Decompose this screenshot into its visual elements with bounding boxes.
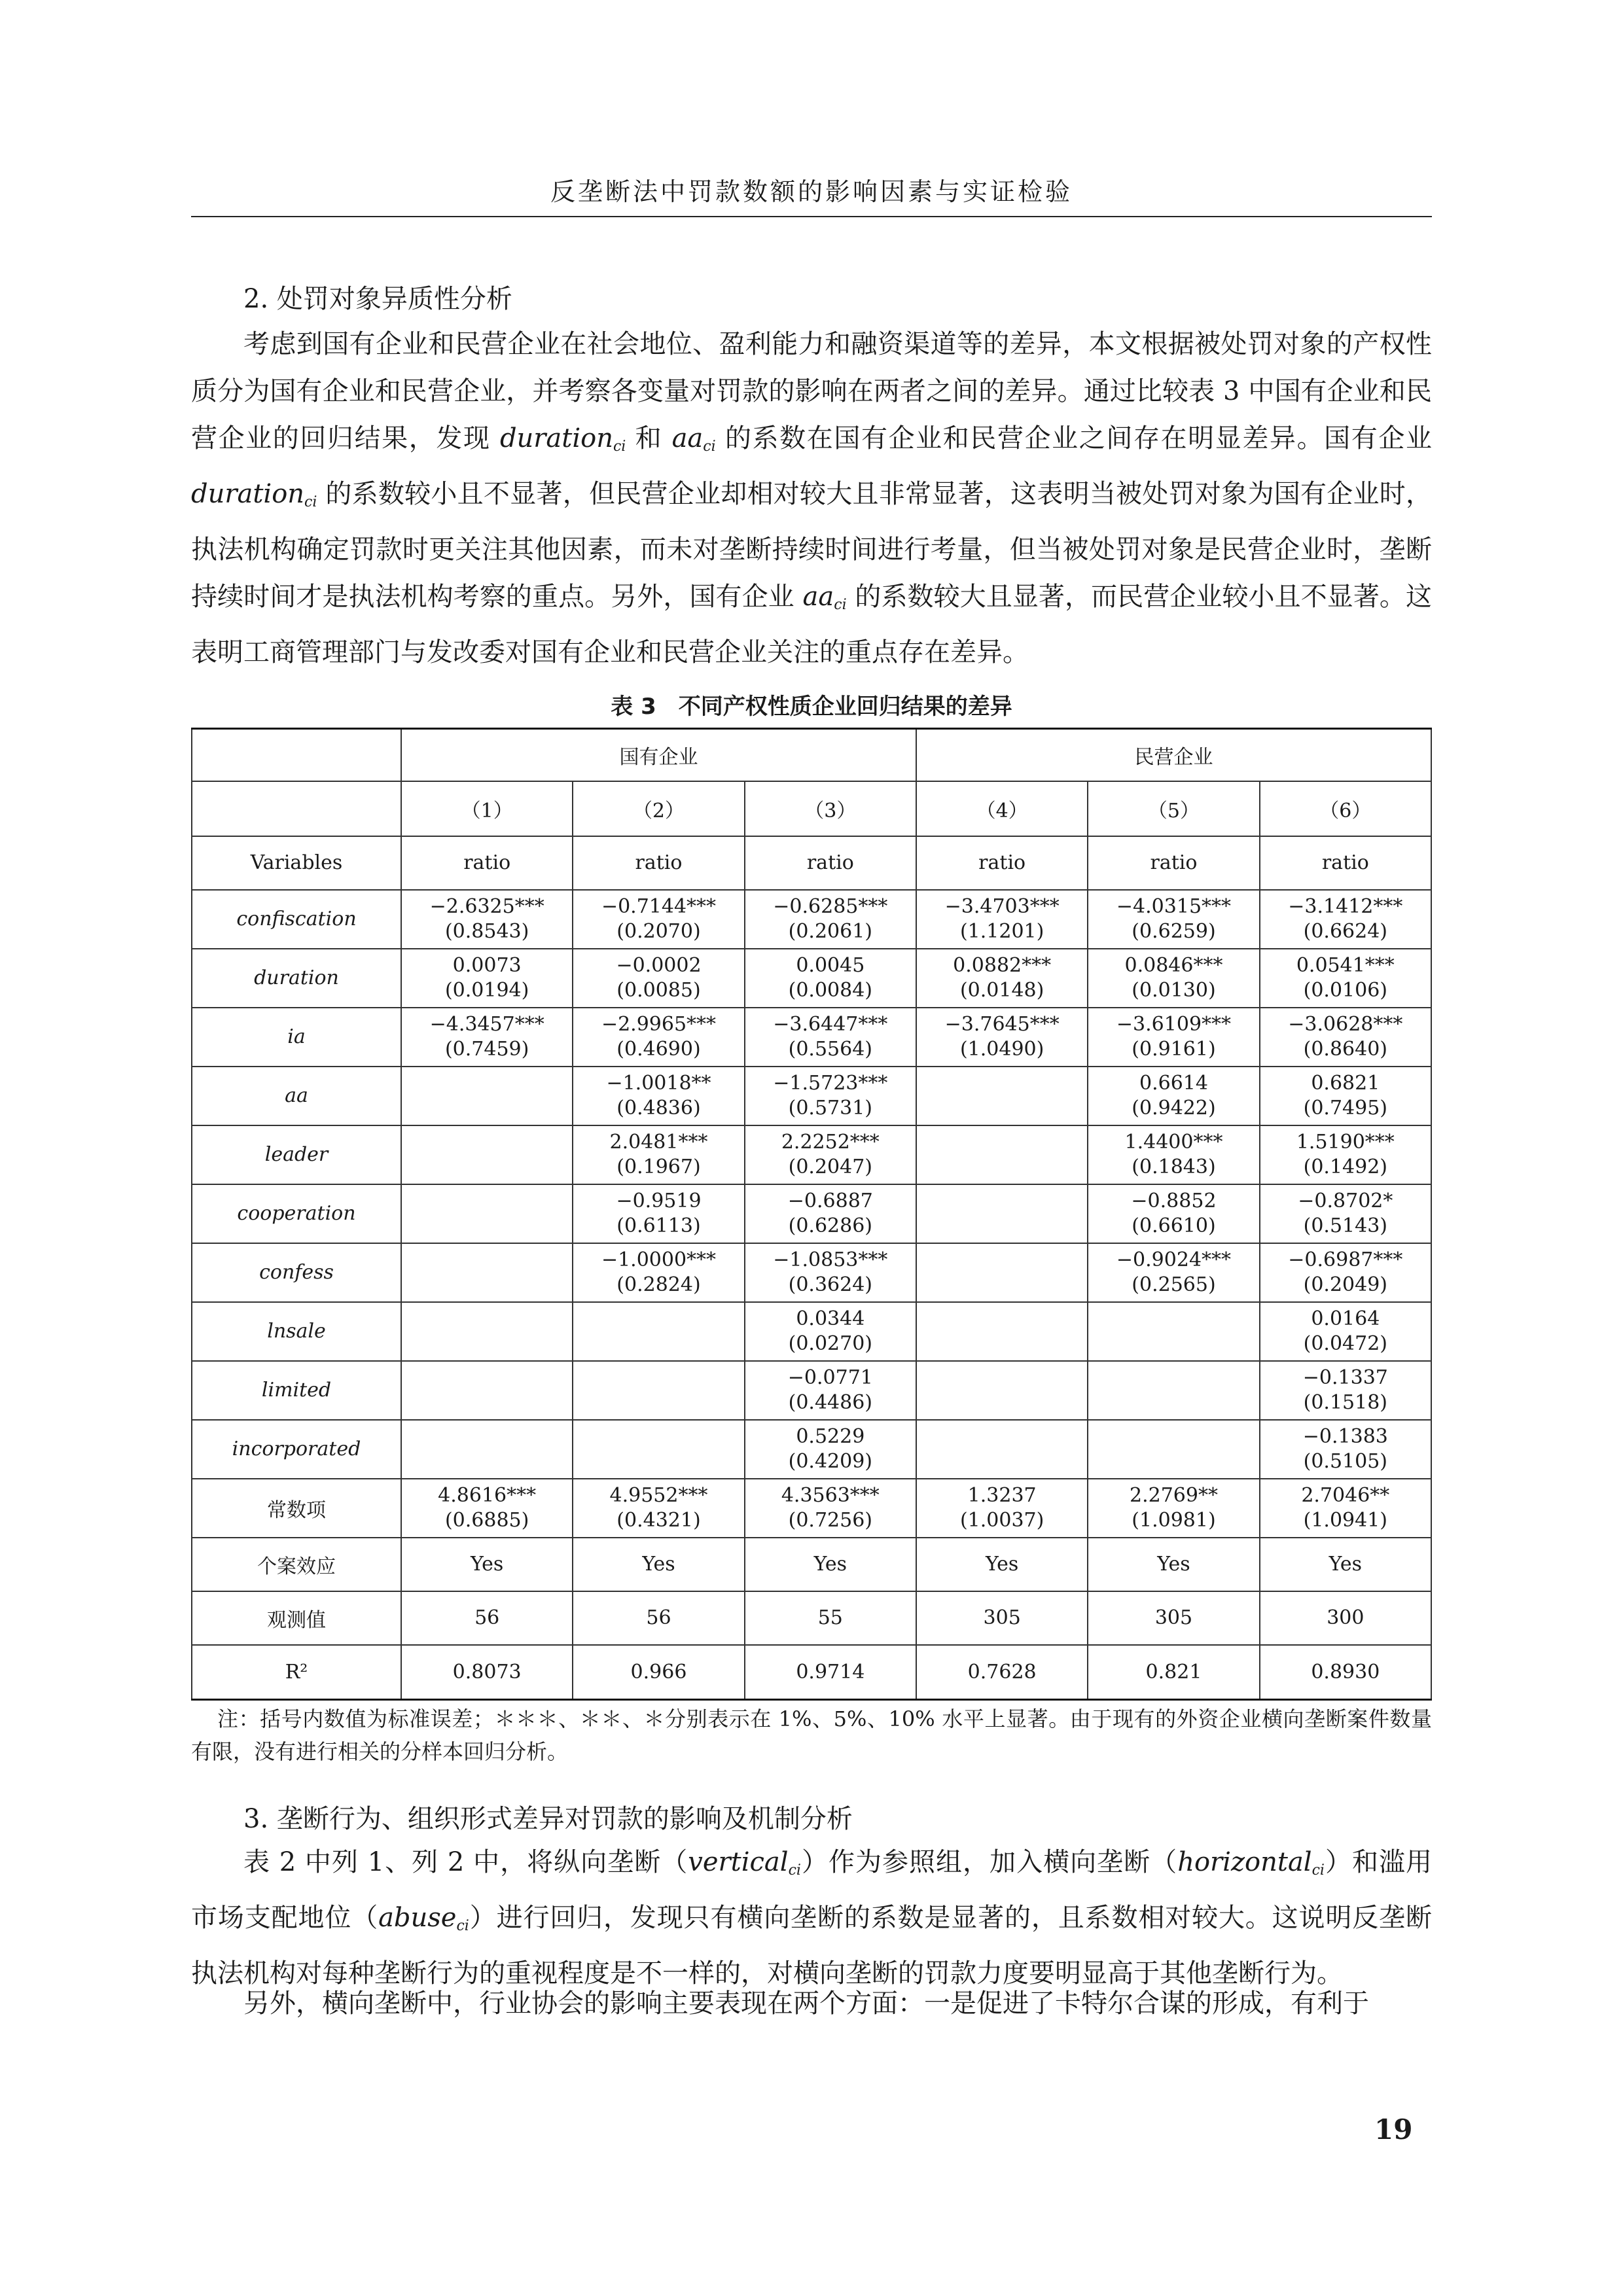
table-cell bbox=[573, 1302, 744, 1361]
standard-error: (0.8543) bbox=[444, 919, 529, 943]
fixed-effects-label: 个案效应 bbox=[192, 1538, 401, 1591]
table-cell bbox=[401, 1479, 573, 1538]
dependent-variable: ratio bbox=[1088, 836, 1259, 890]
standard-error: (0.1518) bbox=[1303, 1390, 1388, 1414]
row-label: duration bbox=[192, 949, 401, 1008]
table-cell bbox=[916, 949, 1088, 1008]
row-label: confess bbox=[192, 1243, 401, 1302]
standard-error: (0.6259) bbox=[1132, 919, 1216, 943]
table-cell bbox=[573, 1008, 744, 1067]
subscript: ci bbox=[613, 438, 626, 455]
text-run: ）作为参照组，加入横向垄断（ bbox=[800, 1847, 1178, 1877]
observations-value: 305 bbox=[916, 1591, 1088, 1645]
coefficient: −0.6987*** bbox=[1288, 1248, 1403, 1271]
table-cell bbox=[401, 1361, 573, 1420]
row-label: limited bbox=[192, 1361, 401, 1420]
standard-error: (0.0472) bbox=[1303, 1332, 1388, 1355]
coefficient: −0.9519 bbox=[616, 1189, 702, 1212]
r2-value: 0.8073 bbox=[401, 1645, 573, 1700]
standard-error: (0.2824) bbox=[616, 1273, 701, 1296]
variable-aa: aa bbox=[802, 582, 834, 612]
table-cell bbox=[573, 1361, 744, 1420]
table-cell bbox=[916, 1420, 1088, 1479]
coefficient: 4.3563*** bbox=[781, 1483, 880, 1507]
standard-error: (0.4209) bbox=[788, 1449, 873, 1473]
standard-error: (0.0194) bbox=[444, 978, 529, 1002]
observations-value: 55 bbox=[745, 1591, 916, 1645]
table-corner-cell bbox=[192, 781, 401, 836]
text-run: 的系数在国有企业和民营企业之间存在明显差异。国有企业 bbox=[715, 423, 1432, 453]
table-cell bbox=[745, 1361, 916, 1420]
coefficient: −1.5723*** bbox=[773, 1071, 888, 1095]
coefficient: 1.5190*** bbox=[1296, 1130, 1395, 1154]
table-row bbox=[192, 1067, 1431, 1125]
table-fe-row bbox=[192, 1538, 1431, 1591]
table-cell bbox=[916, 1184, 1088, 1243]
section-3-paragraph-1 bbox=[191, 1839, 1432, 1997]
table-cell bbox=[573, 1479, 744, 1538]
coefficient: −2.6325*** bbox=[429, 894, 544, 918]
coefficient: 4.8616*** bbox=[438, 1483, 537, 1507]
row-label: 常数项 bbox=[192, 1479, 401, 1538]
standard-error: (1.0981) bbox=[1132, 1508, 1216, 1532]
standard-error: (0.1967) bbox=[616, 1155, 701, 1178]
standard-error: (0.9161) bbox=[1132, 1037, 1216, 1061]
standard-error: (0.7256) bbox=[788, 1508, 873, 1532]
coefficient: −0.0002 bbox=[616, 953, 702, 977]
table-cell bbox=[1260, 1302, 1431, 1361]
standard-error: (0.7459) bbox=[444, 1037, 529, 1061]
coefficient: −3.1412*** bbox=[1288, 894, 1403, 918]
table-column-number-row bbox=[192, 781, 1431, 836]
standard-error: (0.7495) bbox=[1303, 1096, 1388, 1120]
standard-error: (1.0490) bbox=[959, 1037, 1044, 1061]
table-cell bbox=[401, 949, 573, 1008]
coefficient: 2.2252*** bbox=[781, 1130, 880, 1154]
coefficient: −2.9965*** bbox=[601, 1012, 717, 1036]
table-row bbox=[192, 949, 1431, 1008]
table-cell bbox=[1260, 1479, 1431, 1538]
standard-error: (0.6113) bbox=[616, 1214, 701, 1237]
standard-error: (0.4321) bbox=[616, 1508, 701, 1532]
table-cell bbox=[1088, 1302, 1259, 1361]
table-cell bbox=[1088, 890, 1259, 949]
standard-error: (1.0037) bbox=[959, 1508, 1044, 1532]
r2-label: R² bbox=[192, 1645, 401, 1700]
table-cell bbox=[1260, 1243, 1431, 1302]
coefficient: 2.2769** bbox=[1129, 1483, 1218, 1507]
coefficient: 2.0481*** bbox=[609, 1130, 708, 1154]
row-label: cooperation bbox=[192, 1184, 401, 1243]
standard-error: (0.2565) bbox=[1132, 1273, 1216, 1296]
table-row bbox=[192, 1302, 1431, 1361]
table-group-header-row bbox=[192, 729, 1431, 781]
variable-duration: duration bbox=[499, 423, 613, 453]
row-label: confiscation bbox=[192, 890, 401, 949]
standard-error: (0.0148) bbox=[959, 978, 1044, 1002]
r2-value: 0.821 bbox=[1088, 1645, 1259, 1700]
standard-error: (0.0085) bbox=[616, 978, 701, 1002]
table-cell bbox=[745, 1302, 916, 1361]
group-label-soe: 国有企业 bbox=[401, 729, 916, 781]
coefficient: 0.0045 bbox=[796, 953, 865, 977]
dependent-variable: ratio bbox=[1260, 836, 1431, 890]
table-cell bbox=[1260, 890, 1431, 949]
table-cell bbox=[573, 1184, 744, 1243]
table-cell bbox=[1260, 1361, 1431, 1420]
column-number: （5） bbox=[1088, 781, 1259, 836]
variable-aa: aa bbox=[671, 423, 704, 453]
subscript: ci bbox=[1311, 1862, 1325, 1879]
coefficient: −4.0315*** bbox=[1116, 894, 1232, 918]
table-cell bbox=[745, 890, 916, 949]
table-corner-cell bbox=[192, 729, 401, 781]
coefficient: 2.7046** bbox=[1301, 1483, 1390, 1507]
subscript: ci bbox=[456, 1918, 469, 1934]
standard-error: (0.8640) bbox=[1303, 1037, 1388, 1061]
table-row bbox=[192, 890, 1431, 949]
table-cell bbox=[916, 1361, 1088, 1420]
coefficient: −4.3457*** bbox=[429, 1012, 544, 1036]
coefficient: −0.6887 bbox=[787, 1189, 873, 1212]
table-cell bbox=[916, 1125, 1088, 1184]
table-cell bbox=[745, 1184, 916, 1243]
table-cell bbox=[1260, 1184, 1431, 1243]
table-title: 表 3 不同产权性质企业回归结果的差异 bbox=[611, 694, 1012, 720]
table-row bbox=[192, 1479, 1431, 1538]
coefficient: 4.9552*** bbox=[609, 1483, 708, 1507]
r2-value: 0.7628 bbox=[916, 1645, 1088, 1700]
r2-value: 0.966 bbox=[573, 1645, 744, 1700]
table-cell bbox=[1260, 1420, 1431, 1479]
table-cell bbox=[1260, 1067, 1431, 1125]
table-cell bbox=[745, 1067, 916, 1125]
fixed-effects-value: Yes bbox=[573, 1538, 744, 1591]
table-cell bbox=[573, 890, 744, 949]
table-row bbox=[192, 1184, 1431, 1243]
standard-error: (0.5143) bbox=[1303, 1214, 1388, 1237]
coefficient: −0.8702* bbox=[1298, 1189, 1393, 1212]
standard-error: (1.0941) bbox=[1303, 1508, 1388, 1532]
standard-error: (0.5564) bbox=[788, 1037, 873, 1061]
table-cell bbox=[401, 1008, 573, 1067]
regression-table bbox=[191, 728, 1432, 1701]
standard-error: (0.6885) bbox=[444, 1508, 529, 1532]
observations-label: 观测值 bbox=[192, 1591, 401, 1645]
row-label: lnsale bbox=[192, 1302, 401, 1361]
text-run: 表 2 中列 1、列 2 中，将纵向垄断（ bbox=[243, 1847, 688, 1877]
coefficient: −0.0771 bbox=[787, 1366, 873, 1389]
table-cell bbox=[745, 1125, 916, 1184]
column-number: （6） bbox=[1260, 781, 1431, 836]
table-row bbox=[192, 1361, 1431, 1420]
table-row bbox=[192, 1420, 1431, 1479]
page-number: 19 bbox=[1374, 2113, 1413, 2146]
standard-error: (0.9422) bbox=[1132, 1096, 1216, 1120]
subscript: ci bbox=[788, 1862, 801, 1879]
coefficient: 0.0541*** bbox=[1296, 953, 1395, 977]
standard-error: (0.5105) bbox=[1303, 1449, 1388, 1473]
coefficient: −1.0853*** bbox=[773, 1248, 888, 1271]
standard-error: (0.6624) bbox=[1303, 919, 1388, 943]
coefficient: −3.4703*** bbox=[944, 894, 1060, 918]
table-cell bbox=[573, 1243, 744, 1302]
table-cell bbox=[916, 1243, 1088, 1302]
table-cell bbox=[916, 1479, 1088, 1538]
fixed-effects-value: Yes bbox=[1088, 1538, 1259, 1591]
table-cell bbox=[573, 1067, 744, 1125]
table-cell bbox=[1088, 1420, 1259, 1479]
coefficient: −1.0000*** bbox=[601, 1248, 717, 1271]
table-cell bbox=[1088, 1125, 1259, 1184]
section-3-paragraph-2: 另外，横向垄断中，行业协会的影响主要表现在两个方面：一是促进了卡特尔合谋的形成，有利于 bbox=[243, 1988, 1369, 2019]
standard-error: (0.3624) bbox=[788, 1273, 873, 1296]
coefficient: −0.8852 bbox=[1131, 1189, 1217, 1212]
running-head: 反垄断法中罚款数额的影响因素与实证检验 bbox=[550, 177, 1073, 206]
subscript: ci bbox=[703, 438, 716, 455]
coefficient: 1.3237 bbox=[967, 1483, 1037, 1507]
text-run: ）和滥用市场支配地位（ bbox=[191, 1847, 1433, 1933]
standard-error: (0.2047) bbox=[788, 1155, 873, 1178]
column-number: （3） bbox=[745, 781, 916, 836]
coefficient: 0.6821 bbox=[1311, 1071, 1380, 1095]
table-cell bbox=[573, 1125, 744, 1184]
table-cell bbox=[573, 949, 744, 1008]
dependent-variable: ratio bbox=[745, 836, 916, 890]
column-number: （1） bbox=[401, 781, 573, 836]
table-cell bbox=[1088, 1008, 1259, 1067]
table-row bbox=[192, 1008, 1431, 1067]
table-cell bbox=[1088, 1361, 1259, 1420]
table-cell bbox=[1088, 1184, 1259, 1243]
table-cell bbox=[401, 1184, 573, 1243]
header-rule bbox=[191, 216, 1432, 217]
table-cell bbox=[401, 1420, 573, 1479]
variable-abuse: abuse bbox=[378, 1903, 457, 1933]
section-2-paragraph bbox=[191, 321, 1432, 676]
table-row bbox=[192, 1125, 1431, 1184]
observations-value: 300 bbox=[1260, 1591, 1431, 1645]
table-cell bbox=[745, 1420, 916, 1479]
table-cell bbox=[916, 1302, 1088, 1361]
standard-error: (0.4836) bbox=[616, 1096, 701, 1120]
table-row bbox=[192, 1243, 1431, 1302]
standard-error: (0.1843) bbox=[1132, 1155, 1216, 1178]
table-cell bbox=[745, 1008, 916, 1067]
table-cell bbox=[916, 1067, 1088, 1125]
table-cell bbox=[1088, 1067, 1259, 1125]
r2-value: 0.8930 bbox=[1260, 1645, 1431, 1700]
standard-error: (0.0106) bbox=[1303, 978, 1388, 1002]
standard-error: (0.0270) bbox=[788, 1332, 873, 1355]
coefficient: −3.6109*** bbox=[1116, 1012, 1232, 1036]
coefficient: −3.0628*** bbox=[1288, 1012, 1403, 1036]
group-label-private: 民营企业 bbox=[916, 729, 1431, 781]
standard-error: (0.2070) bbox=[616, 919, 701, 943]
coefficient: 0.6614 bbox=[1139, 1071, 1208, 1095]
table-cell bbox=[745, 1479, 916, 1538]
table-cell bbox=[916, 1008, 1088, 1067]
table-r2-row bbox=[192, 1645, 1431, 1700]
coefficient: 0.0882*** bbox=[953, 953, 1052, 977]
coefficient: 0.5229 bbox=[796, 1424, 865, 1448]
fixed-effects-value: Yes bbox=[401, 1538, 573, 1591]
table-cell bbox=[1088, 1479, 1259, 1538]
fixed-effects-value: Yes bbox=[916, 1538, 1088, 1591]
coefficient: −1.0018** bbox=[606, 1071, 711, 1095]
section-3-heading: 3. 垄断行为、组织形式差异对罚款的影响及机制分析 bbox=[243, 1804, 853, 1834]
row-label: incorporated bbox=[192, 1420, 401, 1479]
table-cell bbox=[401, 1243, 573, 1302]
table-cell bbox=[1260, 1008, 1431, 1067]
coefficient: −0.6285*** bbox=[773, 894, 888, 918]
row-label: aa bbox=[192, 1067, 401, 1125]
coefficient: −3.6447*** bbox=[773, 1012, 888, 1036]
table-coefficient-rows bbox=[192, 890, 1431, 1538]
coefficient: 0.0164 bbox=[1311, 1307, 1380, 1330]
variable-duration: duration bbox=[191, 479, 305, 509]
subscript: ci bbox=[304, 494, 317, 510]
table-observations-row bbox=[192, 1591, 1431, 1645]
text-run: 的系数较小且不显著，但民营企业却相对较大且非常显著，这表明当被处罚对象为国有企业时，执法机构确定罚款时更关注其他因素，而未对垄断持续时间进行考量，但当被处罚对象是民营企业时，垄断持续时间才是执法机构考察的重点。另外，国有企业 bbox=[191, 479, 1432, 612]
coefficient: −3.7645*** bbox=[944, 1012, 1060, 1036]
table-cell bbox=[745, 949, 916, 1008]
standard-error: (0.1492) bbox=[1303, 1155, 1388, 1178]
text-run: 考虑到国有企业和民营企业在社会地位、盈利能力和融资渠道等的差异，本文根据被处罚对象的产权性质分为国有企业和民营企业，并考察各变量对罚款的影响在两者之间的差异。通过比较表 3 中国有企业和民营企业的回归结果，发现 bbox=[191, 329, 1432, 453]
standard-error: (0.5731) bbox=[788, 1096, 873, 1120]
standard-error: (0.6610) bbox=[1132, 1214, 1216, 1237]
dependent-variable: ratio bbox=[916, 836, 1088, 890]
table-note: 注：括号内数值为标准误差；＊＊＊、＊＊、＊分别表示在 1%、5%、10% 水平上显著。由于现有的外资企业横向垄断案件数量有限，没有进行相关的分样本回归分析。 bbox=[191, 1706, 1432, 1764]
fixed-effects-value: Yes bbox=[1260, 1538, 1431, 1591]
table-cell bbox=[916, 890, 1088, 949]
table-cell bbox=[401, 1125, 573, 1184]
table-cell bbox=[745, 1243, 916, 1302]
text-run: ）进行回归，发现只有横向垄断的系数是显著的，且系数相对较大。这说明反垄断执法机构对每种垄断行为的重视程度是不一样的，对横向垄断的罚款力度要明显高于其他垄断行为。 bbox=[191, 1903, 1433, 1988]
text-run: 和 bbox=[626, 423, 672, 453]
table-cell bbox=[1260, 949, 1431, 1008]
table-cell bbox=[1260, 1125, 1431, 1184]
coefficient: 0.0846*** bbox=[1124, 953, 1223, 977]
standard-error: (0.2061) bbox=[788, 919, 873, 943]
table-cell bbox=[1088, 949, 1259, 1008]
coefficient: −0.9024*** bbox=[1116, 1248, 1232, 1271]
table-cell bbox=[1088, 1243, 1259, 1302]
column-number: （4） bbox=[916, 781, 1088, 836]
table-cell bbox=[401, 1067, 573, 1125]
table-cell bbox=[401, 890, 573, 949]
subscript: ci bbox=[834, 597, 847, 613]
coefficient: −0.1337 bbox=[1302, 1366, 1388, 1389]
text-run: 的系数较大且显著，而民营企业较小且不显著。这表明工商管理部门与发改委对国有企业和民营企业关注的重点存在差异。 bbox=[191, 582, 1432, 667]
coefficient: 0.0344 bbox=[796, 1307, 865, 1330]
fixed-effects-value: Yes bbox=[745, 1538, 916, 1591]
standard-error: (0.0084) bbox=[788, 978, 873, 1002]
coefficient: −0.7144*** bbox=[601, 894, 717, 918]
table-cell bbox=[573, 1420, 744, 1479]
coefficient: 1.4400*** bbox=[1124, 1130, 1223, 1154]
r2-value: 0.9714 bbox=[745, 1645, 916, 1700]
section-2-heading: 2. 处罚对象异质性分析 bbox=[243, 284, 512, 314]
variable-vertical: vertical bbox=[688, 1847, 789, 1877]
dependent-variable: ratio bbox=[573, 836, 744, 890]
standard-error: (0.4486) bbox=[788, 1390, 873, 1414]
standard-error: (1.1201) bbox=[959, 919, 1044, 943]
standard-error: (0.0130) bbox=[1132, 978, 1216, 1002]
variables-label: Variables bbox=[192, 836, 401, 890]
standard-error: (0.4690) bbox=[616, 1037, 701, 1061]
row-label: leader bbox=[192, 1125, 401, 1184]
observations-value: 305 bbox=[1088, 1591, 1259, 1645]
table-variables-row bbox=[192, 836, 1431, 890]
variable-horizontal: horizontal bbox=[1177, 1847, 1312, 1877]
standard-error: (0.2049) bbox=[1303, 1273, 1388, 1296]
observations-value: 56 bbox=[573, 1591, 744, 1645]
coefficient: 0.0073 bbox=[452, 953, 522, 977]
observations-value: 56 bbox=[401, 1591, 573, 1645]
standard-error: (0.6286) bbox=[788, 1214, 873, 1237]
row-label: ia bbox=[192, 1008, 401, 1067]
table-cell bbox=[401, 1302, 573, 1361]
dependent-variable: ratio bbox=[401, 836, 573, 890]
coefficient: −0.1383 bbox=[1302, 1424, 1388, 1448]
column-number: （2） bbox=[573, 781, 744, 836]
